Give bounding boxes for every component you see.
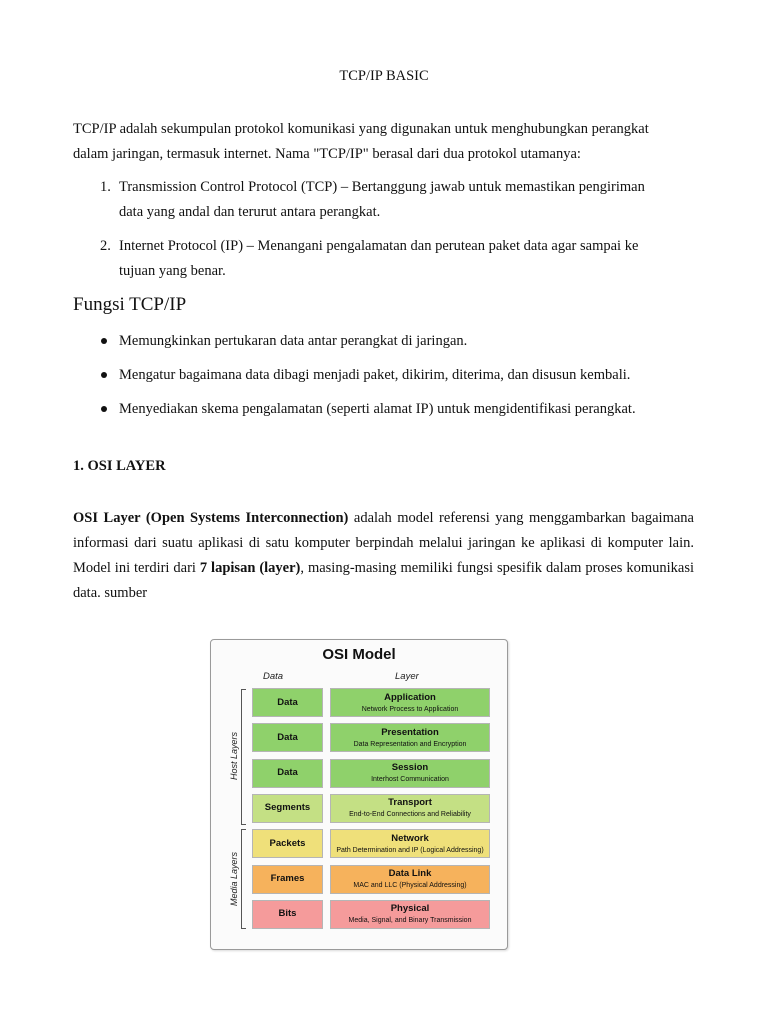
osi-layer-desc: Media, Signal, and Binary Transmission [348,917,472,925]
osi-data-cell [252,829,323,858]
bullet-item [73,331,694,351]
list-number: 1. [100,179,111,195]
osi-layer-name: Network [391,832,429,844]
osi-data-unit: Data [277,767,298,779]
osi-layer-desc: Network Process to Application [361,705,459,713]
osi-model-figure [210,639,508,950]
host-layers-bracket [241,689,246,825]
osi-data-cell [252,865,323,894]
osi-data-unit: Segments [264,802,311,814]
list-item [73,234,694,284]
section-heading-osi: 1. OSI LAYER [73,458,166,474]
osi-layer-desc: Data Representation and Encryption [353,740,467,748]
osi-text-1: adalah model referensi yang menggambarkan bagaimana informasi dari suatu aplikasi di satu komputer berpindah melalui jaringan ke aplikasi di komputer lain. Model ini terdiri dari [73,510,694,576]
osi-layer-name: Session [391,762,429,774]
bullet-icon [101,372,107,378]
list-item [73,175,694,225]
bullet-text: Mengatur bagaimana data dibagi menjadi paket, dikirim, diterima, dan disusun kembali. [119,367,631,383]
host-layers-label: Host Layers [229,731,239,781]
osi-data-unit: Frames [270,873,305,884]
osi-data-cell [252,759,323,788]
osi-data-cell [252,900,323,929]
osi-data-cell [252,688,323,717]
osi-data-cell [252,723,323,752]
osi-layer-cell [330,759,490,788]
osi-layer-name: Data Link [388,868,432,879]
figure-title: OSI Model [322,646,396,663]
media-layers-label: Media Layers [229,851,239,907]
column-header-data: Data [263,671,284,682]
osi-layer-cell [330,688,490,717]
osi-layer-cell [330,829,490,858]
bullet-icon [101,338,107,344]
osi-data-unit: Data [277,696,298,708]
osi-layer-cell [330,794,490,823]
osi-data-unit: Packets [269,837,306,849]
intro-line-1: TCP/IP adalah sekumpulan protokol komunikasi yang digunakan untuk menghubungkan perangkat [73,121,649,137]
list-text-line-1: Transmission Control Protocol (TCP) – Bertanggung jawab untuk memastikan pengiriman [119,179,645,195]
intro-paragraph [73,117,694,167]
section-heading-fungsi: Fungsi TCP/IP [73,294,187,315]
list-text-line-2: data yang andal dan terurut antara perangkat. [119,204,381,220]
osi-layer-name: Application [384,691,436,703]
column-header-layer: Layer [395,671,419,682]
document-title: TCP/IP BASIC [339,68,429,84]
osi-layer-name: Presentation [381,726,439,738]
osi-layer-desc: Interhost Communication [371,776,449,784]
bullet-item [73,399,694,419]
osi-data-unit: Data [277,731,298,743]
osi-term: OSI Layer (Open Systems Interconnection) [73,510,349,526]
osi-layer-desc: MAC and LLC (Physical Addressing) [353,882,467,889]
intro-line-2: dalam jaringan, termasuk internet. Nama "TCP/IP" berasal dari dua protokol utamanya: [73,146,581,162]
osi-layer-name: Physical [390,903,430,915]
bullet-text: Menyediakan skema pengalamatan (seperti alamat IP) untuk mengidentifikasi perangkat. [119,401,636,417]
osi-layer-desc: End-to-End Connections and Reliability [349,811,471,819]
media-layers-bracket [241,829,246,929]
fungsi-list [73,331,694,419]
osi-layer-count: 7 lapisan (layer) [199,560,301,576]
bullet-text: Memungkinkan pertukaran data antar perangkat di jaringan. [119,333,468,349]
list-number: 2. [100,238,111,254]
osi-data-cell [252,794,323,823]
osi-layer-name: Transport [388,797,432,809]
osi-layer-cell [330,723,490,752]
list-text-line-1: Internet Protocol (IP) – Menangani pengalamatan dan perutean paket data agar sampai ke [119,238,639,254]
osi-data-unit: Bits [278,908,297,920]
osi-layer-cell [330,900,490,929]
osi-layer-cell [330,865,490,894]
list-text-line-2: tujuan yang benar. [119,263,226,279]
osi-paragraph [73,506,694,606]
osi-text-2: , masing-masing memiliki fungsi spesifik dalam proses komunikasi data. sumber [73,560,695,601]
osi-layer-desc: Path Determination and IP (Logical Addressing) [336,846,484,854]
protocol-list [73,175,694,284]
bullet-icon [101,406,107,412]
bullet-item [73,365,694,385]
